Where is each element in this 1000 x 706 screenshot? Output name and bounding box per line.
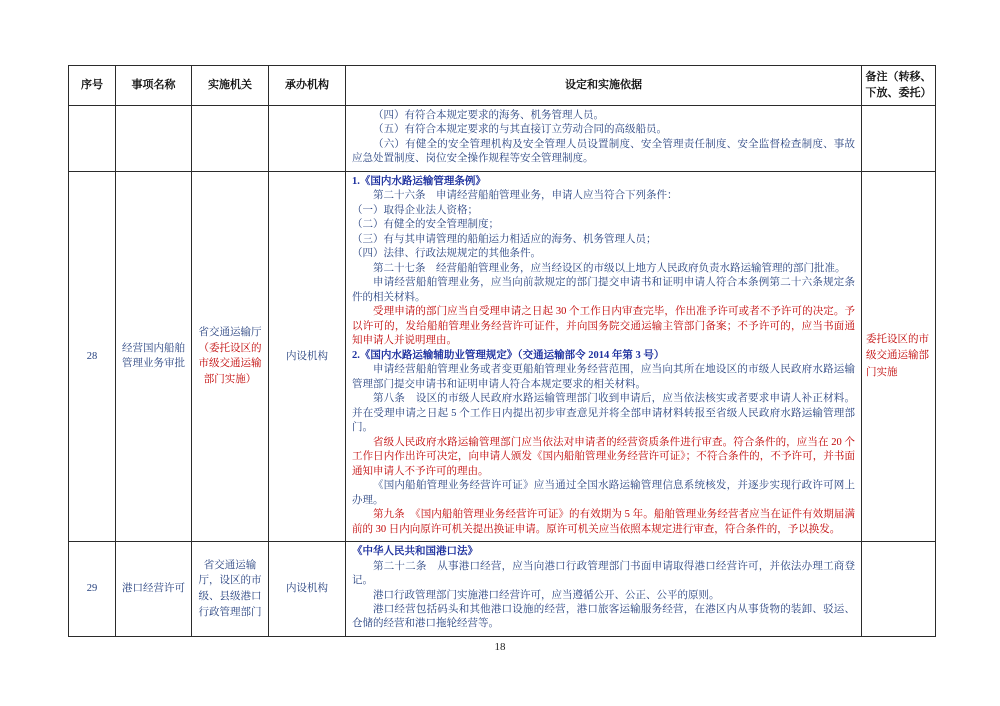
- basis-paragraph: 第九条 《国内船舶管理业务经营许可证》的有效期为 5 年。船舶管理业务经营者应当在证件有效期届满前的 30 日内向原许可机关提出换证申请。原许可机关应当依照本规定进行审查，符合条件的，予以换发。: [352, 509, 855, 535]
- col-header-remark: 备注（转移、下放、委托）: [862, 66, 936, 106]
- basis-paragraph: 受理申请的部门应当自受理申请之日起 30 个工作日内审查完毕，作出准予许可或者不予许可的决定。予以许可的，发给船舶管理业务经营许可证件，并向国务院交通运输主管部门备案；不予许可的，应当书面通知申请人并说明理由。: [352, 306, 855, 347]
- cell-basis: [346, 106, 862, 172]
- basis-paragraph: 申请经营船舶管理业务，应当向前款规定的部门提交申请书和证明申请人符合本条例第二十六条规定条件的相关材料。: [352, 277, 855, 303]
- page-number: 18: [494, 641, 506, 653]
- basis-paragraph: 2.《国内水路运输辅助业管理规定》（交通运输部令 2014 年第 3 号）: [352, 349, 665, 361]
- basis-paragraph: （三）有与其申请管理的船舶运力相适应的海务、机务管理人员；: [352, 233, 657, 245]
- basis-paragraphs: [352, 545, 855, 632]
- cell-index: 29: [69, 542, 116, 637]
- basis-paragraph: 第二十二条 从事港口经营，应当向港口行政管理部门书面申请取得港口经营许可，并依法办理工商登记。: [352, 560, 855, 587]
- basis-paragraph: （二）有健全的安全管理制度；: [352, 219, 499, 231]
- basis-paragraph: （四）法律、行政法规规定的其他条件。: [352, 248, 541, 260]
- basis-paragraph: 1.《国内水路运输管理条例》: [352, 175, 486, 187]
- basis-paragraph: （四）有符合本规定要求的海务、机务管理人员。: [373, 110, 604, 121]
- agency-text: 省交通运输厅: [198, 326, 262, 338]
- basis-paragraph: 申请经营船舶管理业务或者变更船舶管理业务经营范围，应当向其所在地设区的市级人民政府水路运输管理部门提交申请书和证明申请人符合本规定要求的相关材料。: [352, 364, 855, 390]
- cell-office: [269, 106, 346, 172]
- table-row-28: [69, 171, 936, 541]
- col-header-index: 序号: [69, 66, 116, 106]
- basis-paragraph: 第二十六条 申请经营船舶管理业务，申请人应当符合下列条件：: [373, 190, 678, 202]
- table-row-29: [69, 542, 936, 637]
- basis-paragraph: 《中华人民共和国港口法》: [352, 546, 478, 558]
- cell-remark: [862, 171, 936, 541]
- cell-item-name: 港口经营许可: [116, 542, 192, 637]
- basis-paragraph: 港口行政管理部门实施港口经营许可，应当遵循公开、公正、公平的原则。: [373, 589, 720, 601]
- approval-items-table: [68, 65, 936, 637]
- basis-paragraphs: [352, 175, 855, 537]
- basis-paragraph: 港口经营包括码头和其他港口设施的经营，港口旅客运输服务经营，在港区内从事货物的装卸、驳运、仓储的经营和港口拖轮经营等。: [352, 603, 855, 630]
- cell-item-name: 经营国内船舶管理业务审批: [116, 171, 192, 541]
- cell-agency: [192, 106, 269, 172]
- cell-basis: [346, 171, 862, 541]
- cell-index: [69, 106, 116, 172]
- basis-paragraph: 第八条 设区的市级人民政府水路运输管理部门收到申请后，应当依法核实或者要求申请人补正材料。并在受理申请之日起 5 个工作日内提出初步审查意见并将全部申请材料转报至省级人民政府水路运输管理部门。: [352, 393, 855, 434]
- header-row: [69, 66, 936, 106]
- cell-office: 内设机构: [269, 542, 346, 637]
- cell-item-name: [116, 106, 192, 172]
- col-header-agency: 实施机关: [192, 66, 269, 106]
- cell-index: 28: [69, 171, 116, 541]
- basis-paragraph: 第二十七条 经营船舶管理业务，应当经设区的市级以上地方人民政府负责水路运输管理的部门批准。: [373, 262, 846, 274]
- cell-office: 内设机构: [269, 171, 346, 541]
- basis-paragraph: 省级人民政府水路运输管理部门应当依法对申请者的经营资质条件进行审查。符合条件的，应当在 20 个工作日内作出许可决定，向申请人颁发《国内船舶管理业务经营许可证》；不符合条件的，不予许可，并书面通知申请人不予许可的理由。: [352, 436, 855, 477]
- col-header-basis: 设定和实施依据: [346, 66, 862, 106]
- basis-paragraph: （五）有符合本规定要求的与其直接订立劳动合同的高级船员。: [373, 124, 667, 136]
- basis-paragraph: （六）有健全的安全管理机构及安全管理人员设置制度、安全管理责任制度、安全监督检查制度、事故应急处置制度、岗位安全操作规程等安全管理制度。: [352, 138, 855, 165]
- cell-basis: [346, 542, 862, 637]
- basis-paragraph: （一）取得企业法人资格；: [352, 204, 478, 216]
- basis-paragraph: 《国内船舶管理业务经营许可证》应当通过全国水路运输管理信息系统核发，并逐步实现行政许可网上办理。: [352, 480, 855, 506]
- cell-agency: 省交通运输厅，设区的市级、县级港口行政管理部门: [192, 542, 269, 637]
- cell-remark: [862, 542, 936, 637]
- col-header-office: 承办机构: [269, 66, 346, 106]
- basis-paragraphs: [352, 109, 855, 167]
- agency-delegation-note: （委托设区的市级交通运输部门实施）: [198, 342, 262, 386]
- table-row-continuation: [69, 106, 936, 172]
- cell-remark: [862, 106, 936, 172]
- remark-text: 委托设区的市级交通运输部门实施: [866, 334, 929, 378]
- col-header-item-name: 事项名称: [116, 66, 192, 106]
- cell-agency: [192, 171, 269, 541]
